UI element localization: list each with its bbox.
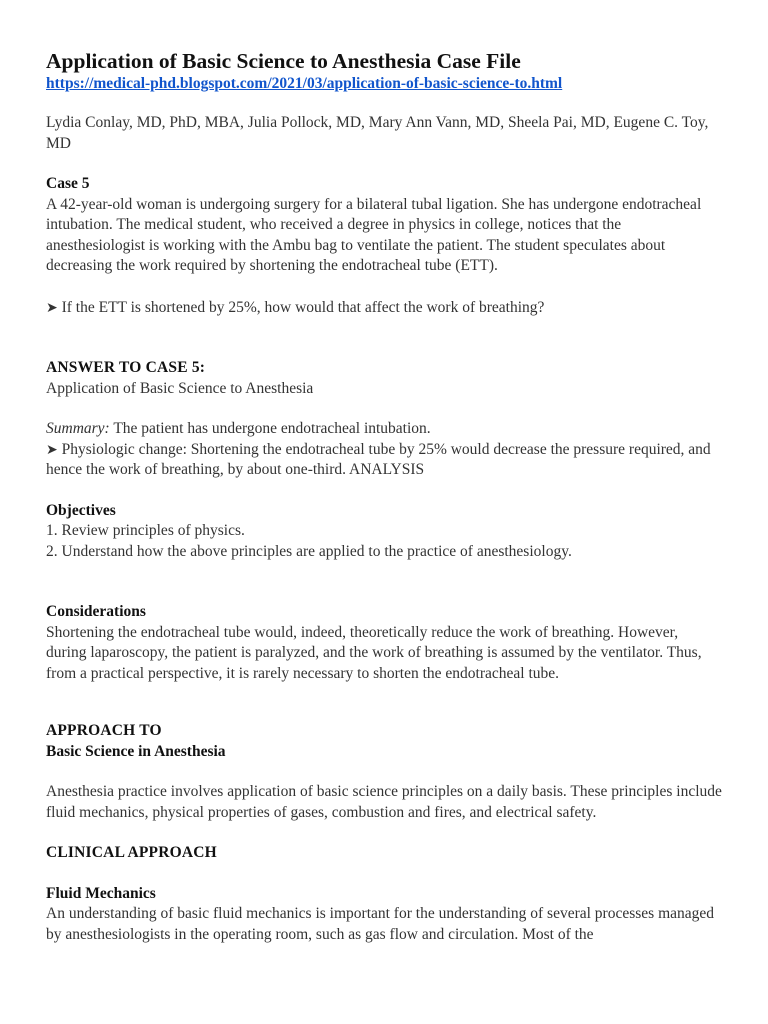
summary [46, 419, 722, 440]
considerations-heading: Considerations [46, 603, 146, 620]
answer-subtitle: Application of Basic Science to Anesthesia [46, 379, 314, 397]
objectives-heading: Objectives [46, 501, 116, 519]
answer-heading: ANSWER TO CASE 5: [46, 359, 206, 376]
source-link[interactable]: https://medical-phd.blogspot.com/2021/03/application-of-basic-science-to.html [46, 75, 563, 92]
fluid-mechanics-heading: Fluid Mechanics [46, 884, 156, 902]
arrow-icon: ➤ [46, 441, 58, 458]
summary-text: The patient has undergone endotracheal intubation. [109, 420, 431, 437]
document-title: Application of Basic Science to Anesthesia Case File [46, 49, 521, 73]
approach-subheading: Basic Science in Anesthesia [46, 742, 226, 760]
physiologic-text: Physiologic change: Shortening the endotracheal tube by 25% would decrease the pressure required, and hence the work of breathing, by about one-third. ANALYSIS [46, 440, 711, 478]
physiologic-change [46, 440, 722, 481]
arrow-icon: ➤ [46, 299, 58, 316]
case-question-text: If the ETT is shortened by 25%, how would that affect the work of breathing? [57, 298, 545, 316]
clinical-approach-heading: CLINICAL APPROACH [46, 844, 217, 861]
case-question [46, 298, 722, 319]
case-heading: Case 5 [46, 175, 90, 192]
summary-label: Summary: [46, 420, 110, 437]
case-text: A 42-year-old woman is undergoing surgery for a bilateral tubal ligation. She has undergone endotracheal intubation. The medical student, who received a degree in physics in college, notices that the anesthesiologist is working with the Ambu bag to ventilate the patient. The student speculates about decreasing the work required by shortening the endotracheal tube (ETT). [46, 195, 702, 274]
approach-text: Anesthesia practice involves application of basic science principles on a daily basis. These principles include fluid mechanics, physical properties of gases, combustion and fires, and electrical safety. [46, 783, 722, 821]
considerations-text: Shortening the endotracheal tube would, indeed, theoretically reduce the work of breathing. However, during laparoscopy, the patient is paralyzed, and the work of breathing is assumed by the ventilator. Thus, from a practical perspective, it is rarely necessary to shorten the endotracheal tube. [46, 623, 702, 682]
objective-item: 1. Review principles of physics. [46, 522, 245, 539]
authors: Lydia Conlay, MD, PhD, MBA, Julia Pollock, MD, Mary Ann Vann, MD, Sheela Pai, MD, Eugene C. Toy, MD [46, 114, 709, 152]
objective-item: 2. Understand how the above principles are applied to the practice of anesthesiology. [46, 542, 572, 560]
fluid-mechanics-text: An understanding of basic fluid mechanics is important for the understanding of several processes managed by anesthesiologists in the operating room, such as gas flow and circulation. Most of the [46, 905, 715, 943]
approach-heading: APPROACH TO [46, 722, 162, 739]
